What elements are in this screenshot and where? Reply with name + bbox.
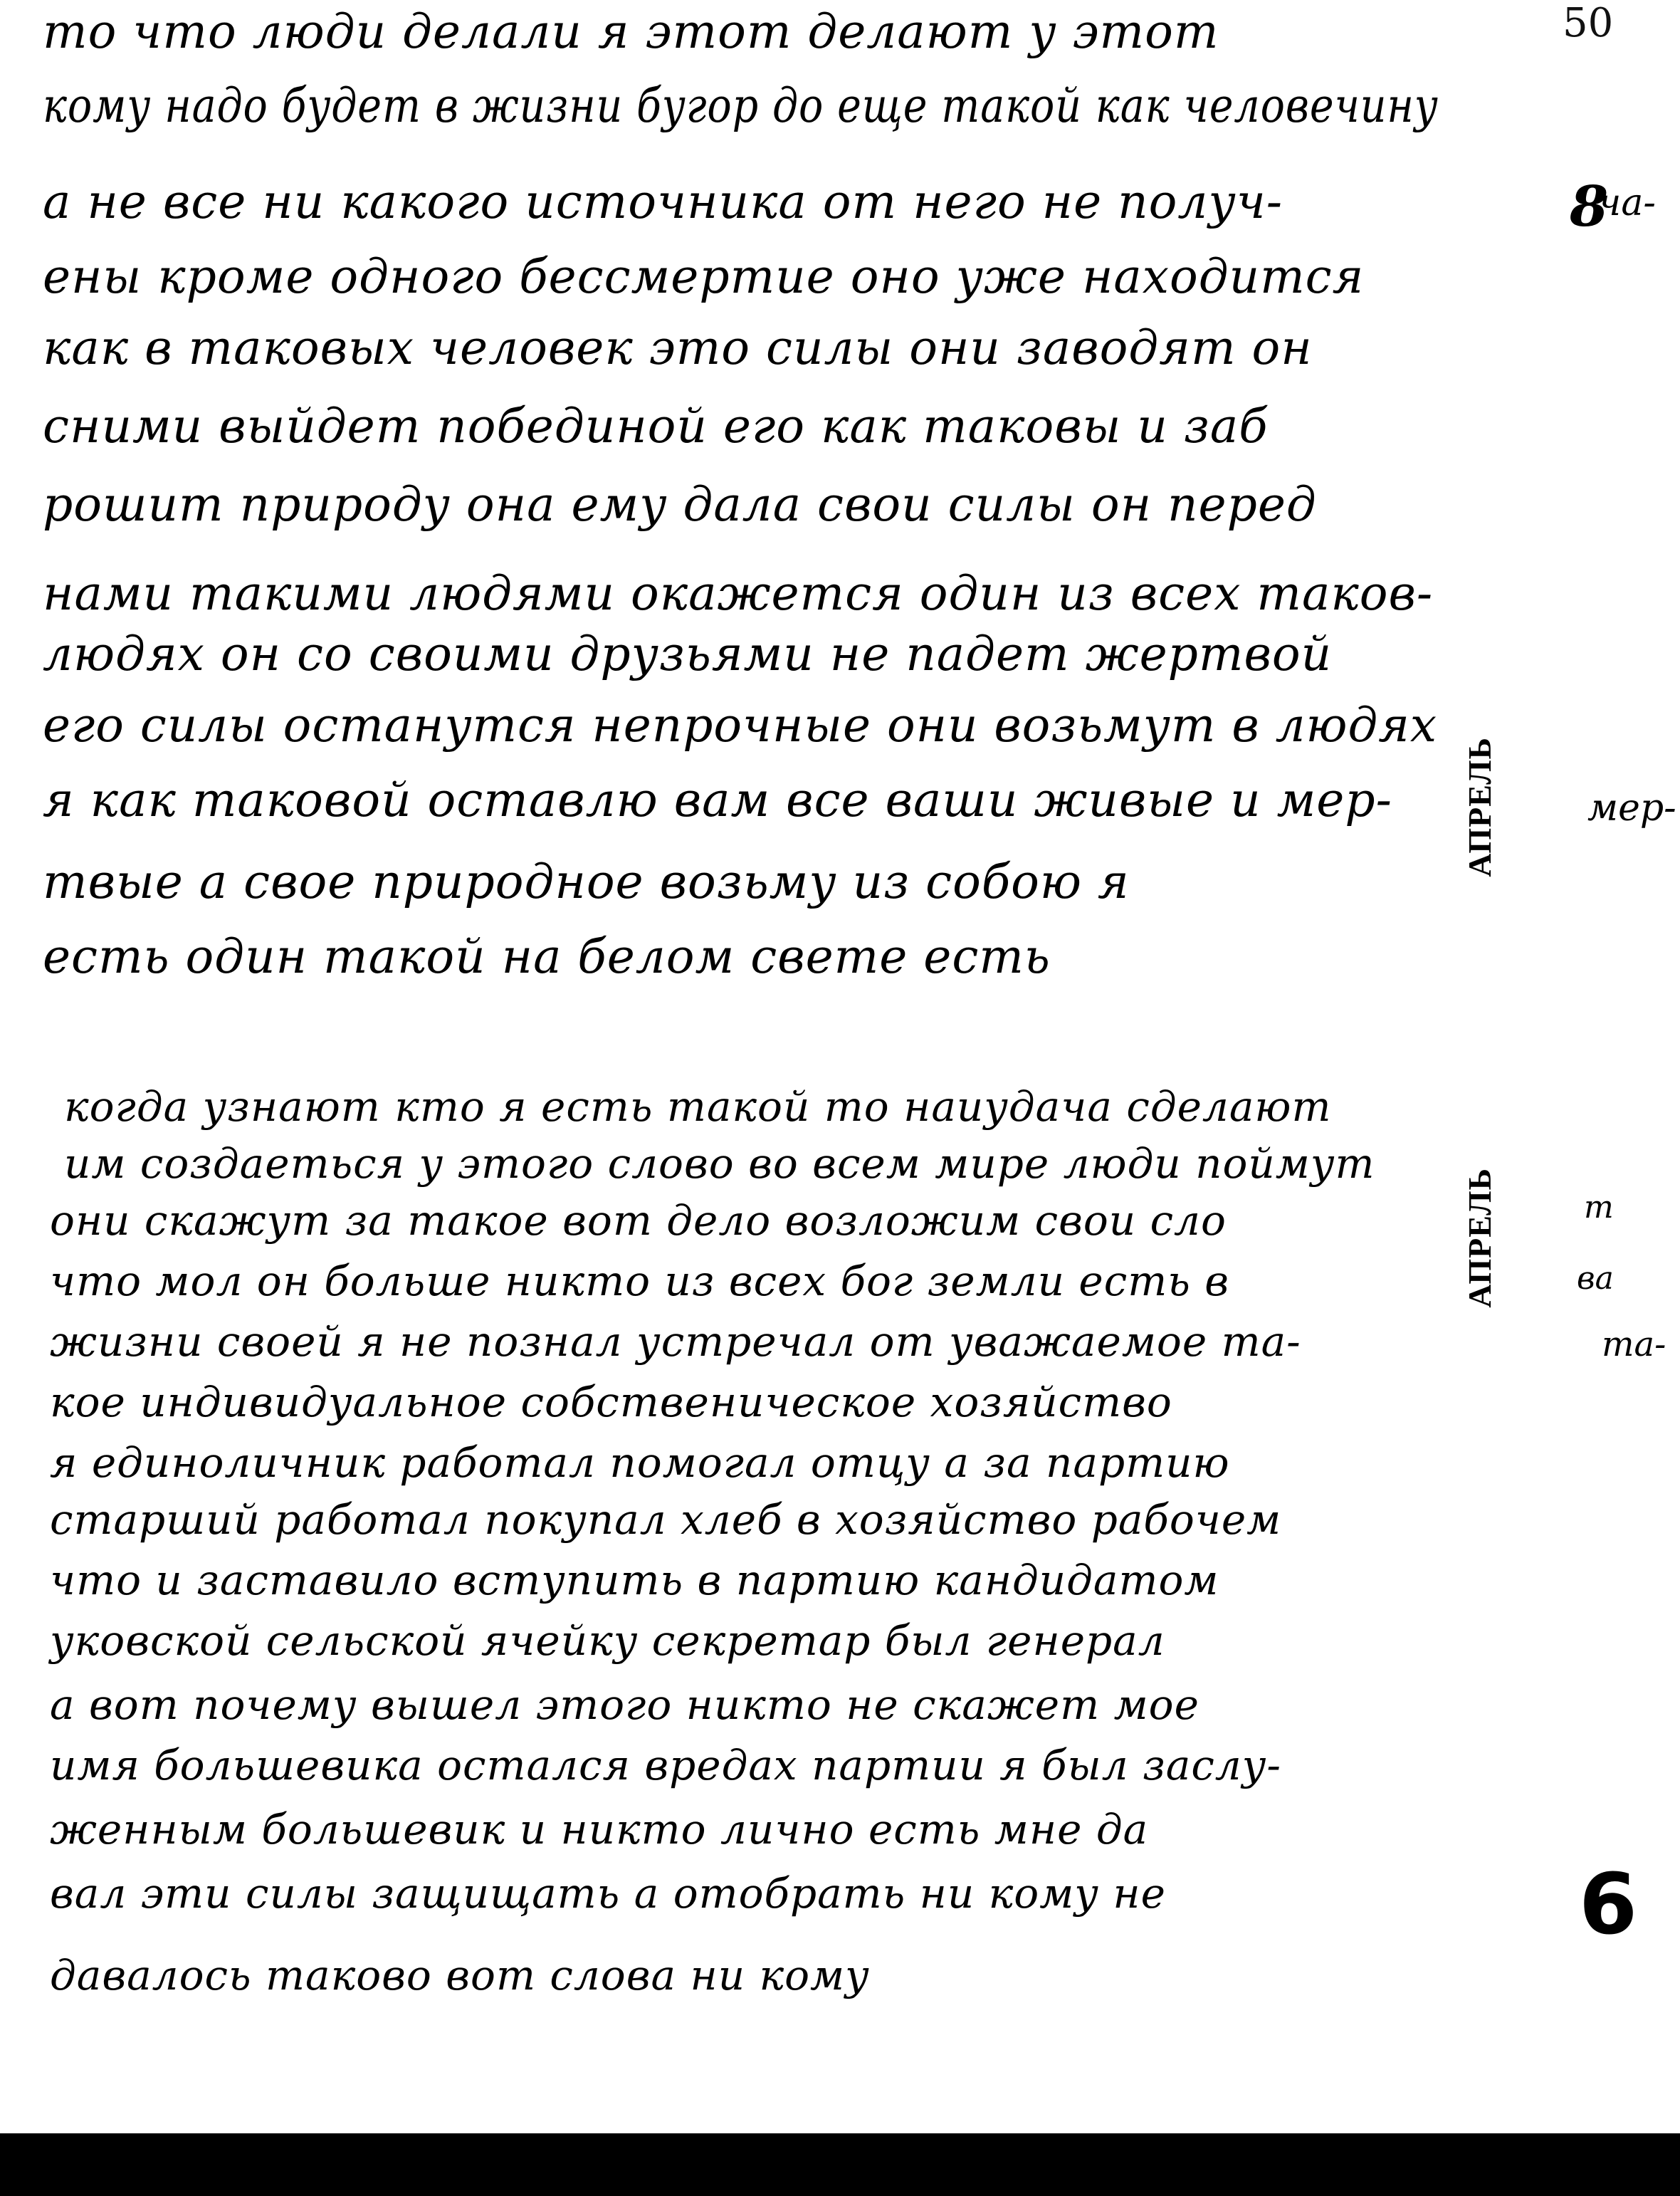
handwritten-line: кому надо будет в жизни бугор до еще такой как человечину	[43, 78, 1439, 133]
handwritten-line: старший работал покупал хлеб в хозяйство рабочем	[50, 1495, 1282, 1544]
margin-continuation: ча-	[1598, 182, 1656, 224]
handwritten-line: что мол он больше никто из всех бог земли есть в	[50, 1257, 1229, 1305]
handwritten-line: нами такими людями окажется один из всех таков-	[43, 566, 1434, 621]
lower-margin-number: 6	[1579, 1855, 1638, 1953]
handwritten-line: что и заставило вступить в партию кандидатом	[50, 1556, 1219, 1604]
handwritten-line: то что люди делали я этот делают у этот	[43, 4, 1219, 59]
margin-continuation: та-	[1602, 1324, 1666, 1364]
handwritten-line: рошит природу она ему дала свои силы он перед	[43, 477, 1317, 532]
handwritten-line: они скажут за такое вот дело возложим свои сло	[50, 1196, 1227, 1245]
handwritten-line: имя большевика остался вредах партии я был заслу-	[50, 1741, 1281, 1789]
scan-bottom-border	[0, 2133, 1680, 2196]
handwritten-line: его силы останутся непрочные они возьмут в людях	[43, 698, 1438, 753]
handwritten-line: вал эти силы защищать а отобрать ни кому не	[50, 1869, 1166, 1918]
handwritten-line: когда узнают кто я есть такой то наиудача сделают	[64, 1082, 1332, 1131]
handwritten-line: сними выйдет побединой его как таковы и заб	[43, 399, 1269, 454]
handwritten-line: ены кроме одного бессмертие оно уже находится	[43, 249, 1365, 304]
margin-continuation: мер-	[1587, 787, 1676, 830]
handwritten-line: жизни своей я не познал устречал от уважаемое та-	[50, 1317, 1301, 1366]
handwritten-line: уковской сельской ячейку секретар был генерал	[50, 1616, 1165, 1665]
handwritten-line: а не все ни какого источника от него не получ-	[43, 174, 1283, 229]
handwritten-line: есть один такой на белом свете есть	[43, 929, 1051, 984]
handwritten-line: а вот почему вышел этого никто не скажет мое	[50, 1680, 1199, 1729]
handwritten-line: людях он со своими друзьями не падет жертвой	[43, 627, 1333, 681]
margin-continuation: т	[1584, 1189, 1614, 1225]
handwritten-line: я единоличник работал помогал отцу а за партию	[50, 1438, 1230, 1487]
april-stamp-upper: АПРЕЛЬ	[1461, 737, 1498, 877]
handwritten-line: давалось таково вот слова ни кому	[50, 1951, 870, 1999]
handwritten-line: им создаеться у этого слово во всем мире люди поймут	[64, 1139, 1375, 1188]
margin-continuation: ва	[1577, 1260, 1614, 1297]
handwritten-line: кое индивидуальное собственическое хозяйство	[50, 1378, 1172, 1426]
handwritten-line: я как таковой оставлю вам все ваши живые и мер-	[43, 773, 1392, 827]
handwritten-line: твые а свое природное возьму из собою я	[43, 854, 1130, 909]
handwritten-line: как в таковых человек это силы они заводят он	[43, 320, 1313, 375]
april-stamp-lower: АПРЕЛЬ	[1461, 1168, 1498, 1308]
handwritten-line: женным большевик и никто лично есть мне да	[50, 1805, 1149, 1853]
page-number: 50	[1563, 0, 1614, 46]
upper-margin-number: 8	[1570, 174, 1609, 239]
